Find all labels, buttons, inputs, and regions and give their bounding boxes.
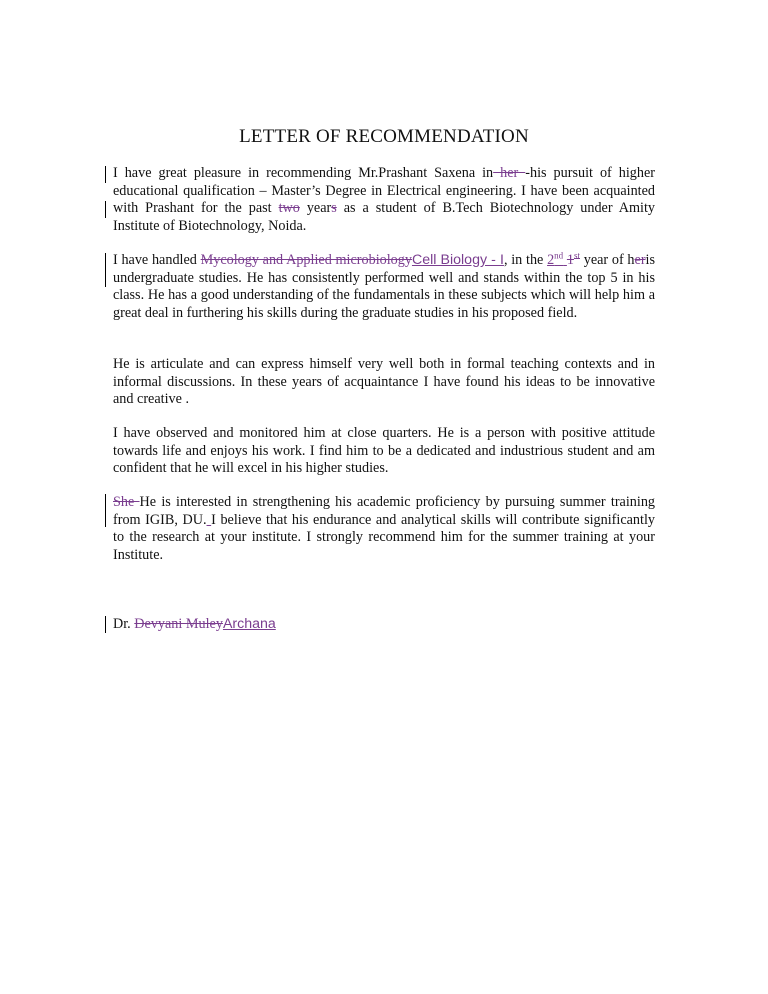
signature-line: [113, 616, 655, 634]
deleted-text: s: [331, 200, 337, 217]
letter-title: LETTER OF RECOMMENDATION: [239, 126, 529, 147]
signature-prefix: Dr.: [113, 616, 135, 632]
change-bar: [105, 201, 106, 218]
text-run: , in the: [503, 252, 548, 268]
change-bar: [105, 166, 106, 183]
paragraph-observed: I have observed and monitored him at close quarters. He is a person with positive attitude towards life and enjoys his work. I find him to be a dedicated and industrious student and am confident that he will excel in his higher studies.: [113, 425, 655, 477]
deleted-text: two: [278, 200, 300, 217]
change-bar: [105, 253, 106, 287]
deleted-text: She: [113, 494, 140, 510]
deleted-text: Mycology and Applied microbiology: [200, 252, 412, 268]
text-run: I have handled: [113, 252, 201, 268]
deleted-text: [567, 252, 580, 268]
ordinal-number: 1: [566, 252, 574, 268]
ordinal-suffix: st: [573, 250, 580, 261]
paragraph-articulate: He is articulate and can express himself very well both in formal teaching contexts and in informal discussions. In these years of acquaintance I have found his ideas to be innovative and creative .: [113, 356, 655, 408]
ordinal-number: 2: [547, 252, 555, 268]
inserted-text: Cell Biology - I: [411, 252, 504, 268]
text-run: I believe that his endurance and analytical skills will contribute significantly to the research at your institute. I strongly recommend him for the summer training at your Institute.: [113, 511, 655, 563]
deleted-text: her: [493, 165, 526, 181]
text-run: year of h: [580, 252, 635, 268]
text-run: year: [299, 200, 332, 217]
text-run: is undergraduate studies. He has consistently performed well and stands within the top 5 in his class. He has a good understanding of the fundamentals in these subjects which will help him a great deal in furthering his skills during the graduate studies in his proposed field.: [113, 252, 656, 321]
deleted-text: er: [634, 252, 646, 268]
text-run: as a student of B.Tech Biotechnology under Amity Institute of Biotechnology, Noida.: [113, 200, 655, 234]
inserted-text: Archana: [222, 616, 276, 632]
paragraph-training: [113, 494, 655, 564]
deleted-text: Devyani Muley: [134, 616, 223, 632]
text-run: He is interested in strengthening his academic proficiency by pursuing summer training from IGIB, DU.: [113, 494, 656, 528]
change-bar: [105, 616, 106, 633]
ordinal-suffix: nd: [554, 250, 564, 261]
text-run: I have great pleasure in recommending Mr.Prashant Saxena in: [113, 165, 494, 181]
paragraph-courses: [113, 252, 655, 322]
text-run: -his pursuit of higher educational qualification – Master’s Degree in Electrical engineering. I have been acquainted with Prashant for the past: [113, 165, 655, 217]
change-bar: [105, 494, 106, 527]
paragraph-intro: [113, 165, 655, 235]
inserted-text: [547, 252, 567, 268]
